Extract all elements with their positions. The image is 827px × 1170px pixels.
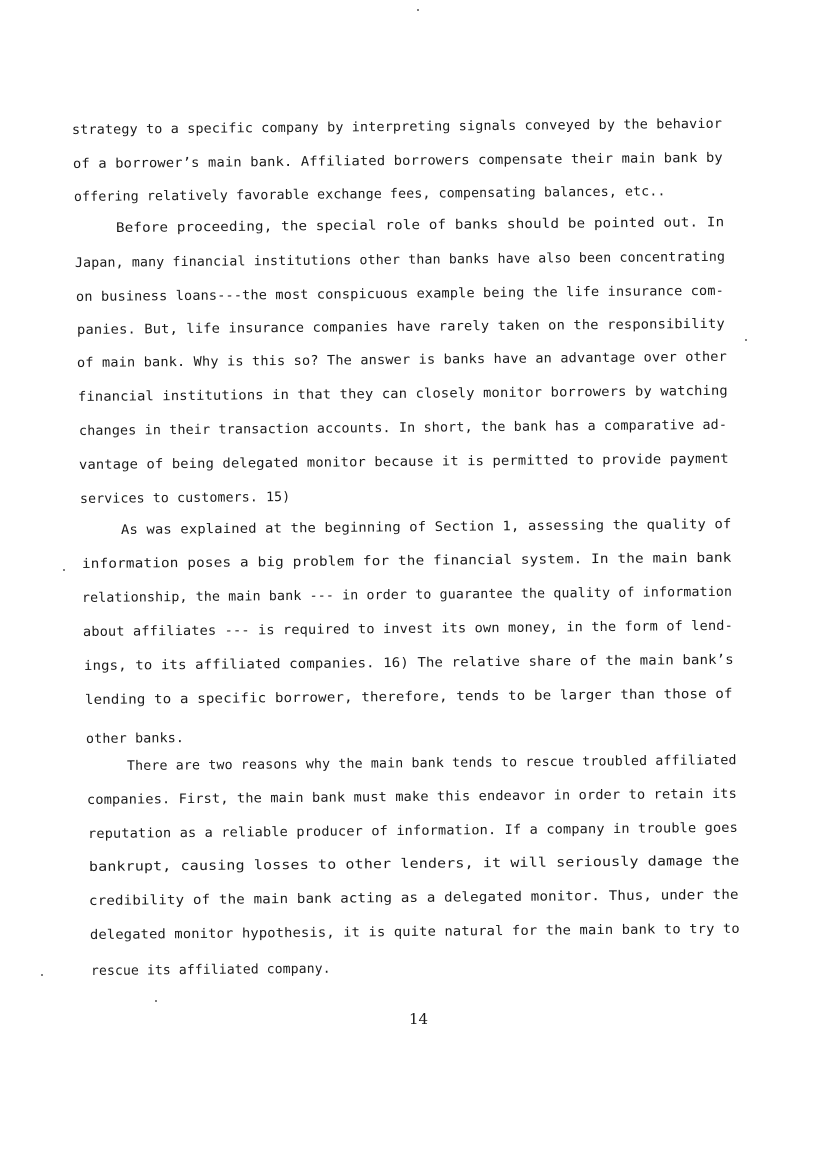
text-line: companies. First, the main bank must make this endeavor in order to retain its [86,786,738,808]
text-line: other banks. [85,731,185,747]
text-line: relationship, the main bank --- in order to guarantee the quality of information [81,584,733,606]
text-line: Before proceeding, the special role of banks should be pointed out. In [115,215,725,236]
text-line: vantage of being delegated monitor because it is permitted to provide payment [78,451,729,473]
text-line: financial institutions in that they can closely monitor borrowers by watching [77,383,728,405]
text-line: about affiliates --- is required to invest its own money, in the form of lend- [82,618,734,640]
text-line: As was explained at the beginning of Section 1, assessing the quality of [120,517,732,538]
text-line: strategy to a specific company by interpreting signals conveyed by the behavior [71,116,723,138]
text-line: ings, to its affiliated companies. 16) The relative share of the main bank’s [83,652,734,674]
text-line: of main bank. Why is this so? The answer is banks have an advantage over other [76,349,728,371]
scan-speck [417,9,419,11]
text-line: credibility of the main bank acting as a delegated monitor. Thus, under the [88,887,739,909]
text-line: of a borrower’s main bank. Affiliated borrowers compensate their main bank by [72,150,723,172]
text-line: delegated monitor hypothesis, it is quite natural for the main bank to try to [89,921,740,943]
text-line: services to customers. 15) [79,489,291,507]
scan-speck [41,974,43,976]
text-line: rescue its affiliated company. [90,961,331,979]
text-line: information poses a big problem for the financial system. In the main bank [81,550,732,572]
scan-speck [63,569,65,571]
scan-speck [155,1000,157,1002]
text-line: Japan, many financial institutions other than banks have also been concentrating [74,249,726,271]
text-line: lending to a specific borrower, therefore, tends to be larger than those of [84,686,733,708]
text-line: offering relatively favorable exchange fees, compensating balances, etc.. [73,184,666,205]
text-line: reputation as a reliable producer of information. If a company in trouble goes [87,820,739,842]
text-line: panies. But, life insurance companies have rarely taken on the responsibility [76,316,725,338]
text-line: on business loans---the most conspicuous example being the life insurance com- [75,283,724,305]
scan-speck [745,339,747,341]
page-number: 14 [409,1010,429,1028]
text-line: changes in their transaction accounts. In short, the bank has a comparative ad- [78,417,728,439]
text-line: There are two reasons why the main bank tends to rescue troubled affiliated [126,753,737,774]
text-line: bankrupt, causing losses to other lenders, it will seriously damage the [88,853,740,875]
